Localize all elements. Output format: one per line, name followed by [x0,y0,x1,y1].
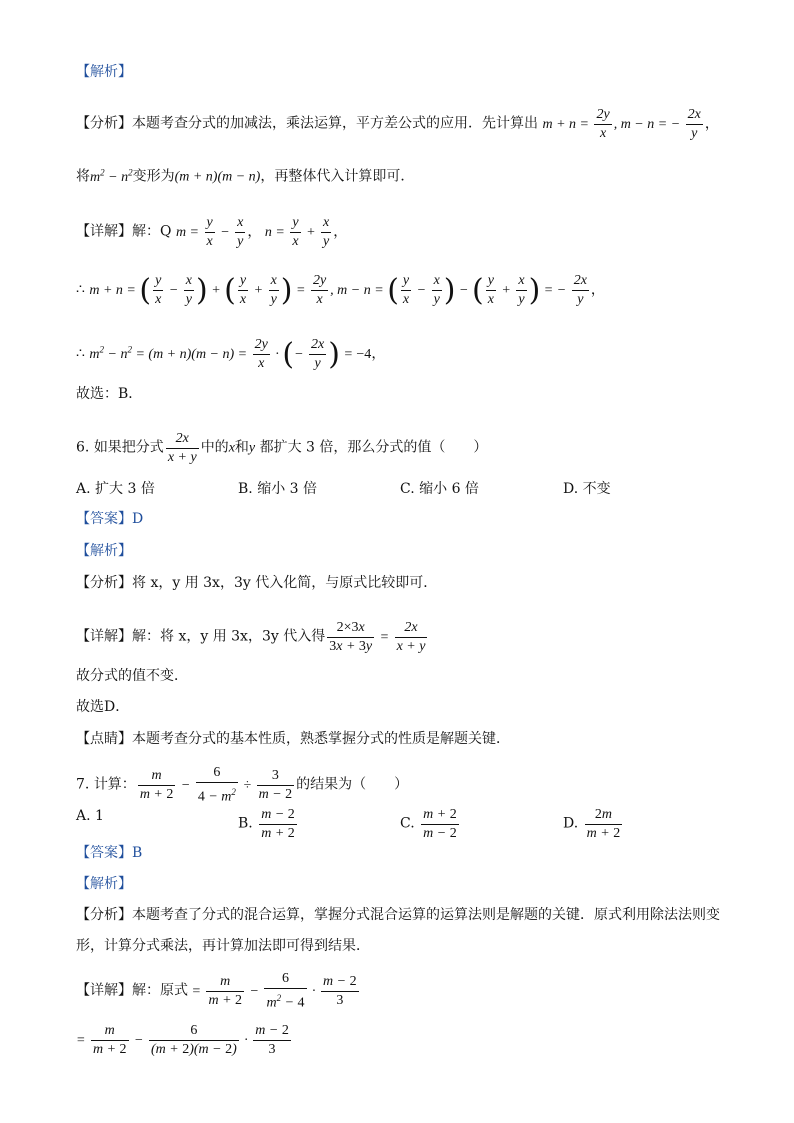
choice-d [563,479,611,499]
question-7-stem [76,764,408,807]
choice-text: 扩大 3 倍 [95,481,155,497]
answer-tag: 【答案】 [76,845,132,861]
math-expression: $\frac{2m}{m + 2}$ [586,807,621,841]
detail-text: 解： [132,223,160,240]
math-expression: $\frac{2\times 3x}{3x + 3y}$ = $\frac{2x}{x + y}$ [329,620,426,654]
choice-letter: A. [76,808,91,824]
therefore-symbol: ∴ [76,281,85,298]
analysis-line-2 [76,162,414,188]
analysis-text: 本题考查了分式的混合运算，掌握分式混合运算的运算法则是解题的关键．原式利用除法法则变 [132,907,720,923]
detail-tag: 【详解】 [76,982,132,999]
remark-line [76,729,510,749]
conclusion-line: 故分式的值不变． [76,668,188,684]
analysis-tag: 【分析】 [76,575,132,591]
detail-line-3 [76,336,385,373]
therefore-symbol: ∴ [76,345,85,362]
detail-text: 解：原式 [132,982,188,999]
answer-line [76,509,143,529]
section-heading-jiexi: 【解析】 [76,64,132,80]
choice-text: 缩小 3 倍 [257,481,318,497]
text-fragment: 将 [76,168,90,185]
detail-line [76,619,429,656]
detail-line-1 [76,214,347,251]
math-expression: $\frac{m + 2}{m - 2}$ [423,807,457,841]
question-number: 6. [76,439,90,456]
choice-letter: A. [76,481,91,497]
math-expression: $m^2 - n^2$ [90,167,133,185]
choice-c [400,479,479,499]
choice-b [238,806,299,843]
choice-a [76,479,155,499]
choice-text: 不变 [582,481,611,497]
question-number: 7. [76,776,90,793]
choice-a [76,806,104,826]
text-fragment: 计算： [93,776,136,793]
choice-text: 缩小 6 倍 [419,481,479,497]
var-y: y [248,440,256,456]
remark-text: 本题考查分式的基本性质，熟悉掌握分式的性质是解题关键． [132,731,510,747]
result-value: −4 [356,346,372,362]
text-fragment: ，再整体代入计算即可． [260,168,415,185]
var-x: x [228,440,235,456]
answer-value: D [132,511,144,527]
answer-tag: 【答案】 [76,511,132,527]
analysis-tag: 【分析】 [76,907,132,923]
choice-letter: B. [238,815,253,832]
because-symbol: Q [160,223,172,240]
detail-tag: 【详解】 [76,628,132,645]
answer-line [76,843,142,863]
text-fragment: 如果把分式 [93,439,164,456]
choose-line: 故选：B． [76,386,143,402]
analysis-line-1 [76,106,719,143]
text-fragment: 和 [234,439,249,456]
choice-letter: D. [563,815,579,832]
math-expression: $\frac{m}{m + 2}$ − $\frac{6}{4 - m^2}$ ÷ $\frac{3}{m - 2}$ [139,765,293,805]
choice-text: 1 [95,808,104,824]
choice-letter: C. [400,481,415,497]
detail-tag: 【详解】 [76,223,132,240]
remark-tag: 【点睛】 [76,731,132,747]
detail-line-1 [76,970,361,1013]
math-expression: m + n = ( $\frac{y}{x}$ − $\frac{x}{y}$ ) + ( $\frac{y}{x}$ + $\frac{x}{y}$ ) = $\frac{2y}{x}$ , m − n = ( $\frac{y}{x}$ − $\frac{x}{y}$ ) − ( $\frac{y}{x}$ + $\frac{x}{y}$ ) = − $\frac{2x}{y}$ ， [89,272,605,308]
analysis-tag: 【分析】 [76,115,132,132]
choice-letter: B. [238,481,253,497]
analysis-line [76,573,437,593]
choice-c [400,806,461,843]
math-expression: m = $\frac{y}{x}$ − $\frac{x}{y}$ ， n = $\frac{y}{x}$ + $\frac{x}{y}$ ， [175,215,348,249]
detail-text: 解：将 x，y 用 3x，3y 代入得 [132,628,326,645]
text-fragment: 变形为 [132,168,175,185]
text-fragment: 都扩大 3 倍，那么分式的值（ ） [259,439,488,456]
detail-line-2 [76,1022,293,1059]
question-6-stem [76,430,487,467]
math-expression: $\frac{m - 2}{m + 2}$ [261,807,295,841]
analysis-line-1 [76,905,720,925]
choice-letter: C. [400,815,415,832]
section-heading-jiexi: 【解析】 [76,543,132,559]
section-heading-jiexi: 【解析】 [76,876,132,892]
analysis-text: 将 x，y 用 3x，3y 代入化简，与原式比较即可． [132,575,438,591]
analysis-line-2: 形，计算分式乘法，再计算加法即可得到结果． [76,938,370,954]
text-fragment: 的结果为（ ） [296,776,409,793]
math-expression: = $\frac{m}{m + 2}$ − $\frac{6}{m^2 - 4}$ · $\frac{m - 2}{3}$ [188,971,357,1011]
math-expression: m + n = $\frac{2y}{x}$ , m − n = − $\frac{2x}{y}$ ， [542,107,719,141]
math-expression: $\frac{2x}{x + y}$ [167,431,197,465]
math-expression: = $\frac{m}{m + 2}$ − $\frac{6}{(m + 2)(m - 2)}$ · $\frac{m - 2}{3}$ [76,1023,289,1057]
analysis-text: 本题考查分式的加减法，乘法运算，平方差公式的应用．先计算出 [132,115,538,132]
choose-line: 故选D． [76,699,130,715]
choice-letter: D. [563,481,579,497]
math-expression: (m + n)(m − n) [174,169,261,185]
answer-value: B [132,845,143,861]
text-fragment: 中的 [200,439,229,456]
choice-d [563,806,624,843]
math-expression: $m^2 - n^2 = (m + n)(m - n)$ = $\frac{2y}{x}$ · (− $\frac{2x}{y}$ ) = −4， [89,336,386,372]
detail-line-2 [76,272,605,309]
choice-b [238,479,317,499]
